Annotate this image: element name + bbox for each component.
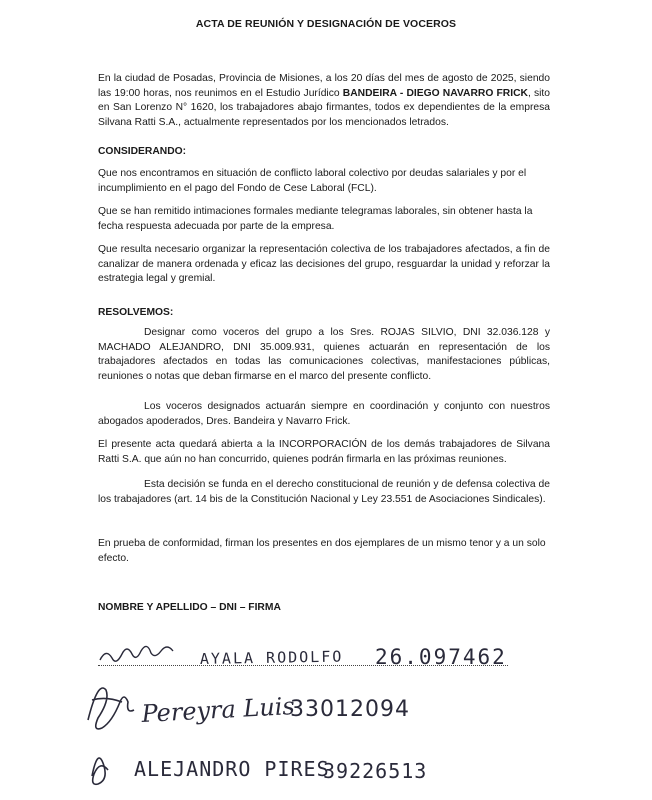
- considerando-item-2: Que se han remitido intimaciones formales mediante telegramas laborales, sin obtener hasta la fecha respuesta adecuada por parte de la empresa.: [98, 206, 533, 232]
- intro-text: En la ciudad de Posadas, Provincia de Misiones, a los 20 días del mes de agosto de 2025, siendo las 19:00 horas, nos reunimos en el Estudio Jurídico: [98, 73, 550, 99]
- signature-2-scribble: [88, 688, 134, 729]
- considerando-item-1: Que nos encontramos en situación de conflicto laboral colectivo por deudas salariales y por el incumplimiento en el pago del Fondo de Cese Laboral (FCL).: [98, 168, 527, 194]
- signature-3-scribble: [92, 758, 108, 784]
- considerando-heading: CONSIDERANDO:: [98, 146, 187, 157]
- considerando-item-3: Que resulta necesario organizar la representación colectiva de los trabajadores afectados, a fin de canalizar de manera ordenada y eficaz las decisiones del grupo, resguardar la unidad y reforzar la estrategia legal y gremial.: [98, 244, 550, 285]
- resolution-1: Designar como voceros del grupo a los Sres. ROJAS SILVIO, DNI 32.036.128 y MACHADO ALEJANDRO, DNI 35.009.931, quienes actuarán en representación de los trabajadores afectados en todas las comunicaciones colectivas, manifestaciones públicas, reuniones o notas que deban firmarse en el marco del presente conflicto.: [98, 327, 550, 382]
- signature-2-dni: 33012094: [290, 697, 410, 722]
- signature-2-name: Pereyra Luis: [140, 692, 296, 728]
- resolvemos-heading: RESOLVEMOS:: [98, 307, 174, 318]
- resolution-4: Esta decisión se funda en el derecho constitucional de reunión y de defensa colectiva de los trabajadores (art. 14 bis de la Constitución Nacional y Ley 23.551 de Asociaciones Sindicales).: [98, 479, 550, 505]
- signature-1-dni: 26.097462: [375, 645, 507, 669]
- resolution-5: En prueba de conformidad, firman los presentes en dos ejemplares de un mismo tenor y a un solo efecto.: [98, 538, 546, 564]
- signature-3-dni: 39226513: [323, 759, 428, 783]
- intro-firm-name: BANDEIRA - DIEGO NAVARRO FRICK: [342, 87, 528, 99]
- signature-1-text: AYALA RODOLFO: [199, 647, 344, 668]
- signature-1-scribble: [100, 646, 173, 661]
- signature-3-name: ALEJANDRO PIRES: [134, 757, 330, 781]
- intro-text-rest: , sito en San Lorenzo N° 1620, los trabajadores abajo firmantes, todos ex dependientes de la empresa Silvana Ratti S.A., actualmente representados por los mencionados letrados.: [98, 87, 550, 128]
- resolution-2: Los voceros designados actuarán siempre en coordinación y conjunto con nuestros abogados apoderados, Dres. Bandeira y Navarro Frick.: [98, 401, 550, 427]
- document-title: ACTA DE REUNIÓN Y DESIGNACIÓN DE VOCEROS: [195, 18, 457, 30]
- signatures-heading: NOMBRE Y APELLIDO – DNI – FIRMA: [98, 602, 281, 613]
- resolution-3: El presente acta quedará abierta a la INCORPORACIÓN de los demás trabajadores de Silvana Ratti S.A. que aún no han concurrido, quienes podrán firmarla en las próximas reuniones.: [98, 439, 550, 465]
